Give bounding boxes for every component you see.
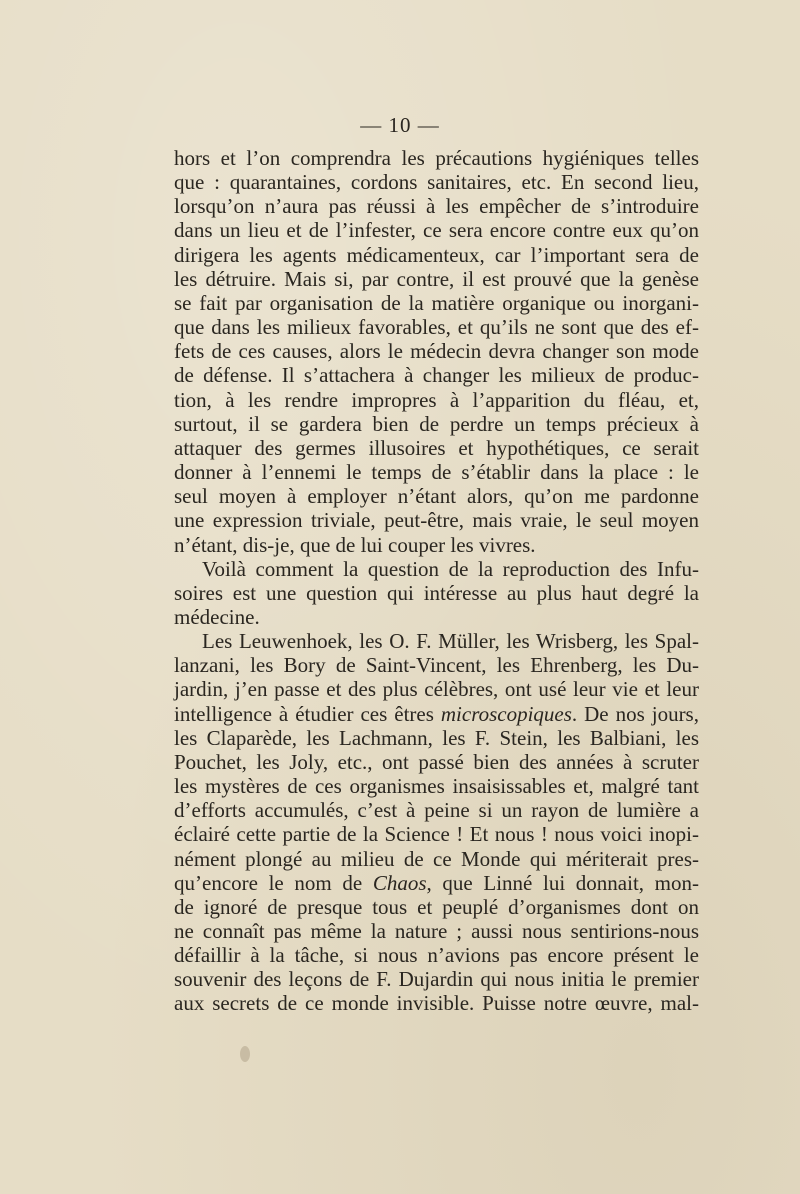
text-line: fets de ces causes, alors le médecin devra changer son mode — [174, 339, 699, 364]
line-segment: qu’encore le nom de — [174, 870, 373, 895]
text-line: les mystères de ces organismes insaisissables et, malgré tant — [174, 774, 699, 799]
text-line: une expression triviale, peut-être, mais vraie, le seul moyen — [174, 508, 699, 533]
italic-term: Chaos — [372, 870, 427, 895]
line-segment: . De nos jours, — [571, 701, 699, 726]
text-line: soires est une question qui intéresse au plus haut degré la — [174, 580, 699, 605]
text-line: surtout, il se gardera bien de perdre un temps précieux à — [174, 411, 699, 436]
text-line: ne connaît pas même la nature ; aussi nous sentirions-nous — [174, 919, 699, 943]
page-number-header: — 10 — — [360, 113, 440, 137]
text-line: que : quarantaines, cordons sanitaires, etc. En second lieu, — [174, 170, 699, 195]
text-line: dans un lieu et de l’infester, ce sera encore contre eux qu’on — [174, 218, 699, 243]
text-line-with-italic — [174, 871, 699, 895]
text-line: éclairé cette partie de la Science ! Et nous ! nous voici inopi- — [174, 822, 699, 847]
paper-stain — [240, 1046, 250, 1062]
text-line: hors et l’on comprendra les précautions hygiéniques telles — [174, 146, 699, 170]
paragraph-start-line: Voilà comment la question de la reproduction des Infu- — [202, 556, 699, 581]
text-line: se fait par organisation de la matière organique ou inorgani- — [174, 290, 699, 315]
text-line: lorsqu’on n’aura pas réussi à les empêcher de s’introduire — [174, 194, 699, 219]
text-line: d’efforts accumulés, c’est à peine si un rayon de lumière a — [174, 798, 699, 823]
body-text — [174, 146, 699, 1016]
text-line: attaquer des germes illusoires et hypothétiques, ce serait — [174, 435, 699, 460]
text-line: jardin, j’en passe et des plus célèbres, ont usé leur vie et leur — [174, 677, 699, 702]
line-segment: , que Linné lui donnait, mon- — [426, 870, 700, 895]
text-line: tion, à les rendre impropres à l’apparition du fléau, et, — [174, 387, 699, 412]
text-line: que dans les milieux favorables, et qu’ils ne sont que des ef- — [174, 315, 699, 340]
text-line: de défense. Il s’attachera à changer les milieux de produc- — [174, 363, 699, 388]
text-line: défaillir à la tâche, si nous n’avions pas encore présent le — [174, 943, 699, 968]
text-line: de ignoré de presque tous et peuplé d’organismes dont on — [174, 894, 699, 919]
italic-term: microscopiques — [440, 701, 572, 726]
paragraph-end-line: médecine. — [174, 604, 260, 629]
text-line: les Claparède, les Lachmann, les F. Stein, les Balbiani, les — [174, 725, 699, 750]
text-line: seul moyen à employer n’étant alors, qu’on me pardonne — [174, 484, 699, 509]
text-line: aux secrets de ce monde invisible. Puisse notre œuvre, mal- — [174, 991, 699, 1016]
paragraph-start-line: Les Leuwenhoek, les O. F. Müller, les Wrisberg, les Spal- — [202, 629, 699, 654]
text-line: lanzani, les Bory de Saint-Vincent, les Ehrenberg, les Du- — [174, 653, 699, 678]
text-line: Pouchet, les Joly, etc., ont passé bien des années à scruter — [174, 749, 699, 774]
text-line: souvenir des leçons de F. Dujardin qui nous initia le premier — [174, 967, 699, 992]
text-line: dirigera les agents médicamenteux, car l’important sera de — [174, 242, 699, 267]
text-line: les détruire. Mais si, par contre, il est prouvé que la genèse — [174, 266, 699, 291]
text-line-with-italic — [174, 702, 699, 726]
paragraph-end-line: n’étant, dis-je, que de lui couper les vivres. — [174, 532, 536, 557]
text-line: nément plongé au milieu de ce Monde qui mériterait pres- — [174, 846, 699, 871]
text-line: donner à l’ennemi le temps de s’établir dans la place : le — [174, 460, 699, 485]
line-segment: intelligence à étudier ces êtres — [174, 701, 441, 726]
